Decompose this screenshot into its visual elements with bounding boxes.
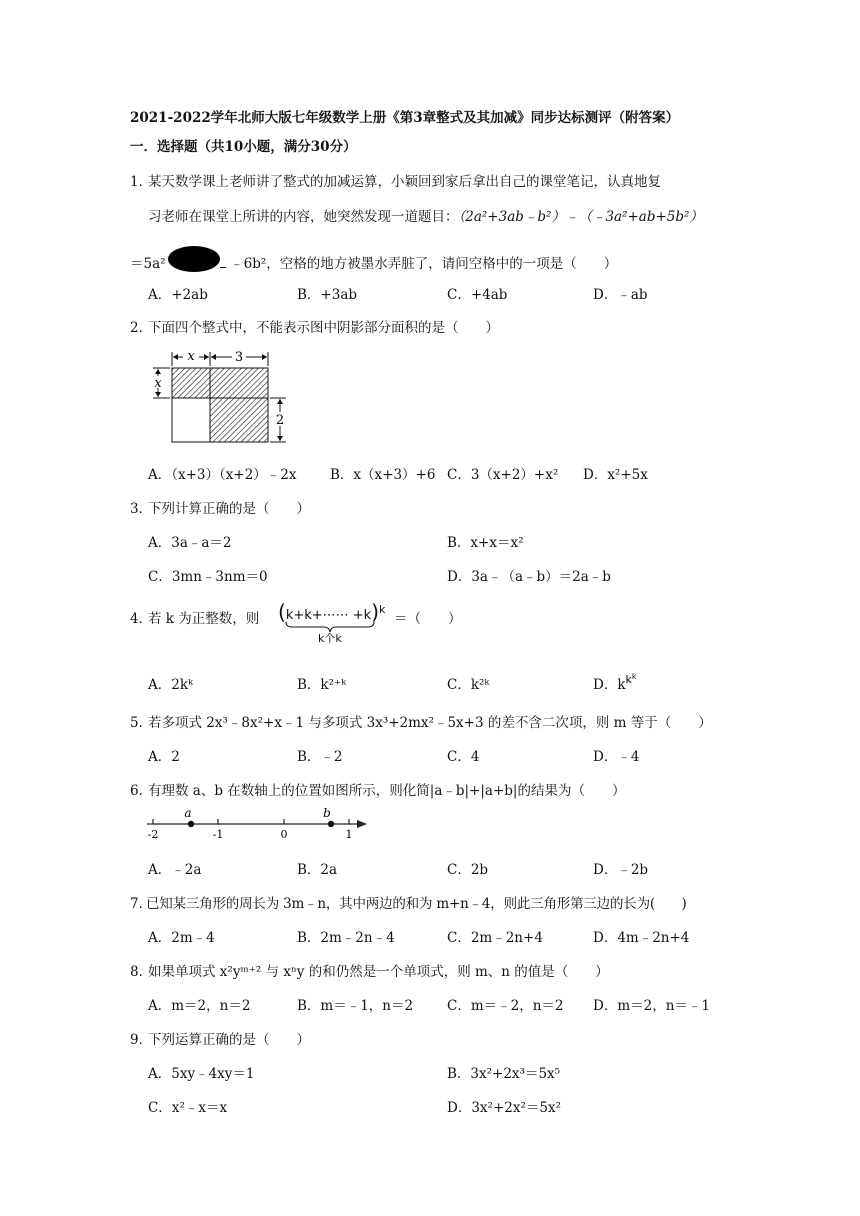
question-8-option-d[interactable]: D．m＝2，n＝﹣1 [593, 998, 710, 1014]
figure-label-x-left: x [154, 376, 162, 391]
question-1-line-2-text: 习老师在课堂上所讲的内容，她突然发现一道题目： [148, 209, 459, 225]
figure-label-x-top: x [187, 349, 195, 364]
question-3-option-d[interactable]: D．3a﹣（a﹣b）＝2a﹣b [447, 569, 611, 585]
question-7-option-c[interactable]: C．2m﹣2n+4 [447, 930, 543, 946]
question-3-number: 3． [130, 501, 153, 517]
tower-exponent: kk [625, 672, 637, 686]
underline-blank [220, 267, 226, 268]
question-2-option-d[interactable]: D．x²+5x [583, 467, 648, 483]
tick-minus-1: -1 [212, 828, 224, 841]
question-4-option-b[interactable]: B．k²⁺ᵏ [297, 677, 347, 693]
shaded-rect-3x [210, 368, 268, 398]
number-line [143, 806, 373, 842]
question-3-option-b[interactable]: B．x+x＝x² [447, 535, 524, 551]
question-4-option-d[interactable] [593, 673, 637, 693]
number-line-arrow [357, 820, 367, 828]
question-5-option-d[interactable]: D．﹣4 [593, 749, 640, 765]
question-1-number: 1． [130, 174, 153, 190]
question-9-option-b[interactable]: B．3x²+2x³＝5x⁵ [447, 1066, 561, 1082]
question-9-option-c[interactable]: C．x²﹣x＝x [148, 1100, 228, 1116]
question-4-brace-label: k个k [318, 632, 342, 645]
question-8-option-b[interactable]: B．m＝﹣1，n＝2 [297, 998, 414, 1014]
question-1-line-1: 某天数学课上老师讲了整式的加减运算，小颖回到家后拿出自己的课堂笔记，认真地复 [148, 174, 661, 190]
question-7-option-a[interactable]: A．2m﹣4 [148, 930, 215, 946]
question-1-expression: （2a²+3ab﹣b²）﹣（﹣3a²+ab+5b²） [458, 209, 703, 225]
question-6-option-b[interactable]: B．2a [297, 862, 338, 878]
question-5-option-c[interactable]: C．4 [447, 749, 480, 765]
question-7-number: 7． [130, 896, 153, 912]
point-a-label: a [184, 806, 192, 820]
section-heading: 一．选择题（共10小题，满分30分） [130, 139, 357, 155]
question-2-text: 下面四个整式中，不能表示图中阴影部分面积的是（ ） [148, 320, 499, 336]
question-2-figure [150, 346, 300, 446]
question-5-option-b[interactable]: B．﹣2 [297, 749, 343, 765]
question-6-option-c[interactable]: C．2b [447, 862, 489, 878]
question-8-option-a[interactable]: A．m＝2，n＝2 [148, 998, 251, 1014]
question-6-text: 有理数 a、b 在数轴上的位置如图所示，则化简|a﹣b|+|a+b|的结果为（ ） [148, 783, 626, 799]
question-9-option-a[interactable]: A．5xy﹣4xy＝1 [148, 1066, 255, 1082]
question-6-option-d[interactable]: D．﹣2b [593, 862, 649, 878]
question-1-option-b[interactable]: B．+3ab [297, 287, 358, 303]
question-1-option-d[interactable]: D．﹣ab [593, 287, 648, 303]
question-9-number: 9． [130, 1032, 153, 1048]
question-8-number: 8． [130, 964, 153, 980]
question-1-option-a[interactable]: A．+2ab [148, 287, 208, 303]
question-4-text-a: 若 k 为正整数，则 [148, 611, 260, 627]
question-1-line-3-suffix: ﹣6b²，空格的地方被墨水弄脏了，请问空格中的一项是（ ） [230, 256, 618, 272]
question-6-option-a[interactable]: A．﹣2a [148, 862, 202, 878]
tick-1: 1 [345, 828, 353, 841]
tick-minus-2: -2 [147, 828, 159, 841]
figure-label-2: 2 [275, 413, 285, 428]
question-4-option-c[interactable]: C．k²ᵏ [447, 677, 490, 693]
question-7-option-b[interactable]: B．2m﹣2n﹣4 [297, 930, 395, 946]
question-2-option-a[interactable]: A．（x+3）（x+2）﹣2x [148, 467, 297, 483]
open-paren: ( [278, 600, 286, 624]
question-3-option-a[interactable]: A．3a﹣a＝2 [148, 535, 232, 551]
question-8-option-c[interactable]: C．m＝﹣2，n＝2 [447, 998, 564, 1014]
point-b-label: b [323, 806, 331, 820]
question-4-sum: k+k+⋯⋯ +k [285, 608, 372, 623]
question-3-option-c[interactable]: C．3mn﹣3nm＝0 [148, 569, 268, 585]
question-4-option-a[interactable]: A．2kᵏ [148, 677, 193, 693]
question-3-text: 下列计算正确的是（ ） [148, 501, 310, 517]
shaded-rect-3x2 [210, 398, 268, 442]
question-4-text-b: ＝（ ） [394, 611, 462, 627]
exponent-k: k [379, 603, 386, 616]
figure-label-3: 3 [234, 350, 244, 365]
blank-rect [172, 398, 210, 442]
question-2-option-b[interactable]: B．x（x+3）+6 [330, 467, 436, 483]
question-5-number: 5． [130, 715, 153, 731]
question-4-option-d-label: D．k [593, 677, 626, 693]
question-8-text: 如果单项式 x²yᵐ⁺² 与 xⁿy 的和仍然是一个单项式，则 m、n 的值是（ ） [148, 964, 609, 980]
question-7-text: 已知某三角形的周长为 3m﹣n，其中两边的和为 m+n﹣4，则此三角形第三边的长为( ) [146, 896, 687, 912]
close-paren: ) [371, 600, 380, 624]
question-9-text: 下列运算正确的是（ ） [148, 1032, 310, 1048]
point-b [328, 821, 334, 827]
ink-blot [168, 246, 220, 272]
question-6-number: 6． [130, 783, 153, 799]
question-2-option-c[interactable]: C．3（x+2）+x² [447, 467, 559, 483]
question-1-option-c[interactable]: C．+4ab [447, 287, 508, 303]
question-7-option-d[interactable]: D．4m﹣2n+4 [593, 930, 690, 946]
shaded-square-x [172, 368, 210, 398]
point-a [188, 821, 194, 827]
question-4-number: 4． [130, 611, 153, 627]
question-2-number: 2． [130, 320, 153, 336]
question-1-line-3-prefix: ＝5a² [130, 256, 166, 272]
question-5-text: 若多项式 2x³﹣8x²+x﹣1 与多项式 3x³+2mx²﹣5x+3 的差不含二次项，则 m 等于（ ） [148, 715, 712, 731]
question-1-line-3 [130, 246, 617, 272]
question-1-line-2 [148, 205, 703, 225]
document-title: 2021-2022学年北师大版七年级数学上册《第3章整式及其加减》同步达标测评（附答案） [130, 110, 680, 126]
tick-0: 0 [280, 828, 288, 841]
question-5-option-a[interactable]: A．2 [148, 749, 180, 765]
question-9-option-d[interactable]: D．3x²+2x²＝5x² [447, 1100, 561, 1116]
